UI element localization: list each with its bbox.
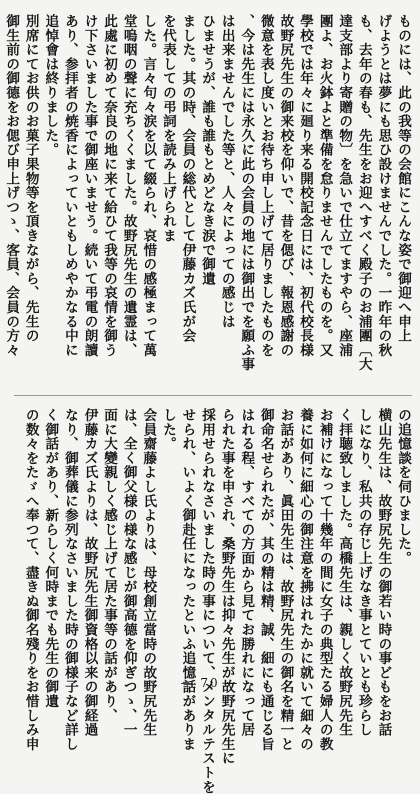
text-column: 堂嗚咽の聲に充ちくくました。故野尻先生の遺霊は、 xyxy=(120,14,137,358)
text-column: け下さいました事で御座いませう。続いて弔電の朗讀 xyxy=(81,14,98,358)
text-column: 微意を表し度いとお待ち申し上げて居りましたものを xyxy=(257,14,274,358)
text-column: 御命名せられたが、其の精は精、誠、細にも通じる旨 xyxy=(257,408,274,752)
text-column: は、全く御父様の様な感じが御高德を仰ぎつゝ、一 xyxy=(120,408,137,737)
text-column: は出来ませんでした等と、人々によっての感じは xyxy=(218,14,235,329)
text-column: 別席にてお供のお菓子果物等を頂きながら、先生の xyxy=(22,14,39,343)
text-column: く御話があり、新らしく何時までも先生の御遺 xyxy=(42,408,59,709)
text-column: げようとは夢にも思ひ設けませんでした。一昨年の秋 xyxy=(375,14,392,358)
text-column: 会員齋藤よし氏よりは、母校創立當時の故野尻先生 xyxy=(140,408,157,737)
text-column: を代表しての弔詞を読み上げられま xyxy=(159,14,176,243)
text-column: 故野尻先生の御来校を仰いで、昔を偲び、報恩感謝の xyxy=(277,14,294,358)
page-number: — 70 — xyxy=(180,676,240,690)
text-column: 追悼會は終りました。 xyxy=(42,14,59,157)
text-column: しになり、私共の存じ上げなき事とていとも珍らし xyxy=(355,408,372,737)
text-column: した。言々句々涙を以て綴られ、哀惜の感極まって萬 xyxy=(140,14,157,358)
text-column: 達支部より寄贈の物〕を急いで仕立てますやら、座浦 xyxy=(336,14,353,358)
text-column: 、今は先生には永久に此の会員の地には御出でを願ふ事 xyxy=(238,14,255,372)
text-column: 面に大變親しく感じ上げて居た事等の話があり、 xyxy=(101,408,118,723)
text-column: あり、参拝者の焼香によっていともしめやかなる中に xyxy=(61,14,78,358)
text-column: 養に如何に細心の御注意を拂はれたかに就いて細々の xyxy=(297,408,314,752)
text-column: 團よ、お火鉢よと準備を怠りませんでしたものを。又 xyxy=(316,14,333,358)
text-column: 御生前の御德をお偲び申上げつゝ、客員、会員の方々 xyxy=(3,14,20,358)
text-column: お話があり、眞田先生は、故野尻先生の御名を精一と xyxy=(277,408,294,752)
upper-vertical-text xyxy=(3,14,412,388)
text-column: はれる程、すべての方面から見てお勝れになって居 xyxy=(238,408,255,737)
text-column: 伊藤カズ氏よりは、故野尻先生御資格以来の御経過 xyxy=(81,408,98,737)
text-column: お補けになって十幾年の間に女子の典型たる婦人の教 xyxy=(316,408,333,752)
text-column: く拝聴致しました。高橋先生は、親しく故野尻先生 xyxy=(336,408,353,737)
text-column: 學校では年々に廻り来る開校記念日には、初代校長様 xyxy=(297,14,314,358)
text-column: も、去年の春も、先生をお迎へすべく殿子のお浦團〔大 xyxy=(355,14,372,372)
text-column: なり、御葬儀に参列なさいました時の御様子など詳し xyxy=(61,408,78,752)
text-column: ました。其の時、会員の総代として伊藤カズ氏が会 xyxy=(179,14,196,343)
text-column: せられ、いよく御赴任になったといふ追憶話がありま xyxy=(179,408,196,752)
upper-text-block xyxy=(3,14,412,388)
section-divider xyxy=(14,395,412,396)
text-column: の数々をたゞへ奉つて、盡きぬ御名殘りをお惜しみ申 xyxy=(22,408,39,752)
text-column: ひませうが、誰も誰もとめどなき涙で御遺 xyxy=(199,14,216,286)
text-column: の追憶談を伺ひました。 xyxy=(395,408,411,566)
text-column: した。 xyxy=(159,408,176,451)
text-column: 此處に初めて奈良の地に来て給ひて我等の哀情を御う xyxy=(101,14,118,358)
text-column: 横山先生は、故野尻先生の御若い時の事どもをお話 xyxy=(375,408,392,737)
text-column: られた事を申され、桑野先生は抑々先生が故野尻先生に xyxy=(218,408,235,766)
text-column: ものには、此の我等の会館にこんな姿で御迎へ申上 xyxy=(395,14,411,343)
text-column: 採用せられなさいました時の事について、メンタルテストを xyxy=(199,408,216,794)
